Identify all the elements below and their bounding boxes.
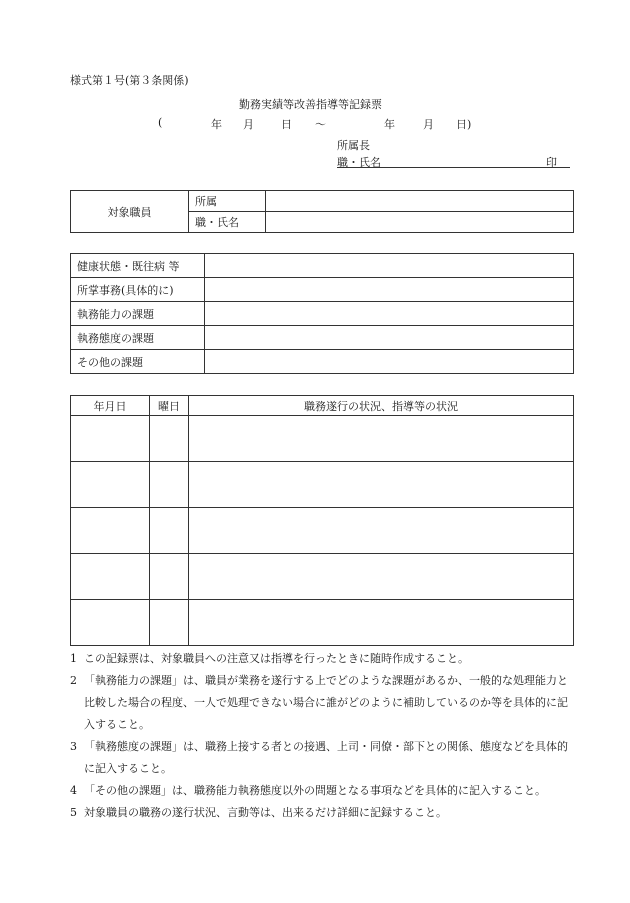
note-text: 「執務態度の課題」は、職務上接する者との接遇、上司・同僚・部下との関係、態度などを具体的に記入すること。 [84, 740, 568, 775]
work-ability-field[interactable] [205, 302, 574, 326]
page-title: 勤務実績等改善指導等記録票 [239, 98, 382, 111]
duties-label: 所掌事務(具体的に) [71, 278, 205, 302]
period-tilde: 〜 [315, 118, 326, 131]
period-day-2: 日) [456, 118, 472, 131]
table-row [71, 462, 574, 508]
period-month-1: 月 [243, 118, 254, 131]
form-number: 様式第１号(第３条関係) [70, 74, 189, 87]
work-attitude-label: 執務態度の課題 [71, 326, 205, 350]
note-text: 「執務能力の課題」は、職員が業務を遂行する上でどのような課題があるか、一般的な処理能力と比較した場合の程度、一人で処理できない場合に誰がどのように補助しているのか等を具体的に記入すること。 [84, 674, 568, 731]
date-cell[interactable] [71, 416, 150, 462]
period-open-paren: ( [158, 116, 163, 129]
list-item [70, 648, 570, 670]
health-status-field[interactable] [205, 254, 574, 278]
note-number: 5 [70, 806, 77, 819]
status-cell[interactable] [189, 554, 574, 600]
work-ability-label: 執務能力の課題 [71, 302, 205, 326]
health-status-label: 健康状態・既往病 等 [71, 254, 205, 278]
weekday-cell[interactable] [150, 462, 189, 508]
other-issues-label: その他の課題 [71, 350, 205, 374]
activity-log-table [70, 395, 574, 646]
supervisor-label: 所属長 [337, 139, 370, 152]
weekday-cell[interactable] [150, 416, 189, 462]
position-name-label: 職・氏名 [189, 212, 266, 233]
status-cell[interactable] [189, 600, 574, 646]
supervisor-name-label: 職・氏名 [337, 156, 381, 169]
status-column-header: 職務遂行の状況、指導等の状況 [189, 396, 574, 416]
seal-mark: 印 [546, 156, 557, 169]
note-number: 2 [70, 674, 77, 687]
work-attitude-field[interactable] [205, 326, 574, 350]
affiliation-field[interactable] [266, 191, 574, 212]
target-staff-table [70, 190, 574, 233]
table-row [71, 600, 574, 646]
list-item [70, 780, 570, 802]
status-cell[interactable] [189, 462, 574, 508]
duties-field[interactable] [205, 278, 574, 302]
other-issues-field[interactable] [205, 350, 574, 374]
list-item [70, 736, 570, 780]
weekday-column-header: 曜日 [150, 396, 189, 416]
note-text: 対象職員の職務の遂行状況、言動等は、出来るだけ詳細に記録すること。 [84, 806, 447, 819]
status-cell[interactable] [189, 416, 574, 462]
list-item [70, 802, 570, 824]
signature-line [337, 167, 570, 168]
period-day-1: 日 [281, 118, 292, 131]
status-cell[interactable] [189, 508, 574, 554]
note-number: 4 [70, 784, 77, 797]
note-number: 3 [70, 740, 77, 753]
table-row [71, 554, 574, 600]
affiliation-label: 所属 [189, 191, 266, 212]
date-cell[interactable] [71, 508, 150, 554]
target-staff-label: 対象職員 [71, 191, 189, 233]
date-column-header: 年月日 [71, 396, 150, 416]
date-cell[interactable] [71, 554, 150, 600]
table-row [71, 508, 574, 554]
list-item [70, 670, 570, 736]
note-text: この記録票は、対象職員への注意又は指導を行ったときに随時作成すること。 [84, 652, 469, 665]
weekday-cell[interactable] [150, 600, 189, 646]
weekday-cell[interactable] [150, 508, 189, 554]
note-number: 1 [70, 652, 77, 665]
period-year-2: 年 [384, 118, 395, 131]
period-month-2: 月 [423, 118, 434, 131]
position-name-field[interactable] [266, 212, 574, 233]
date-cell[interactable] [71, 600, 150, 646]
table-row [71, 416, 574, 462]
issues-table [70, 253, 574, 374]
date-cell[interactable] [71, 462, 150, 508]
note-text: 「その他の課題」は、職務能力執務態度以外の問題となる事項などを具体的に記入すること。 [84, 784, 546, 797]
weekday-cell[interactable] [150, 554, 189, 600]
period-year-1: 年 [211, 118, 222, 131]
notes-section [70, 648, 570, 824]
